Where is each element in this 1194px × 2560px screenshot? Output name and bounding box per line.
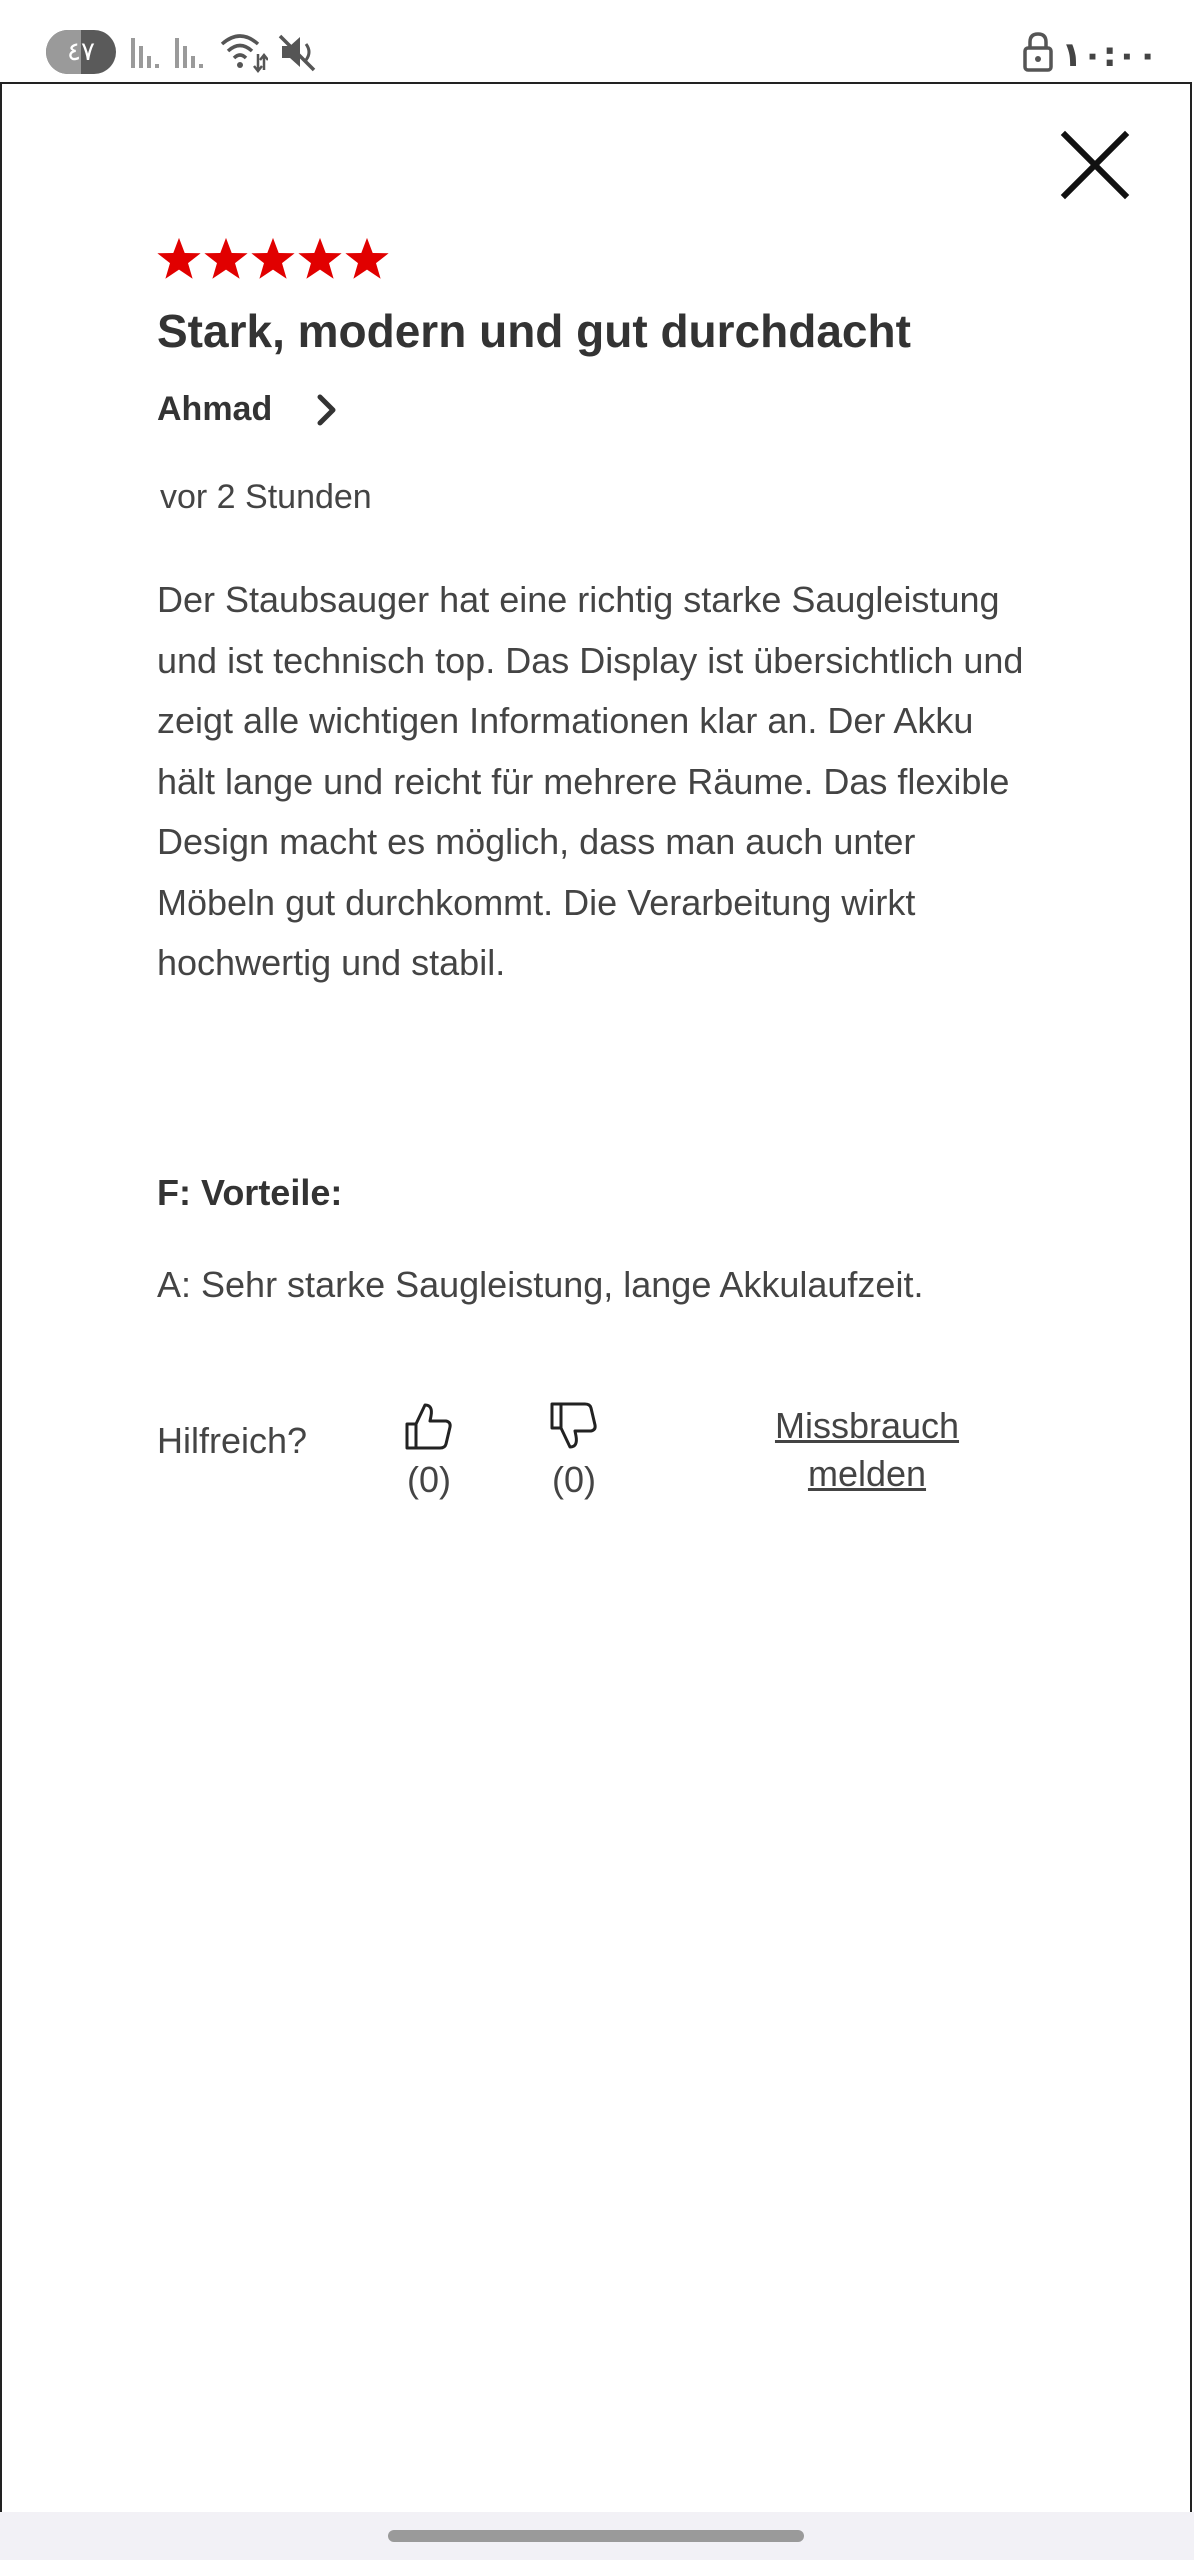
review-detail-sheet — [0, 82, 1192, 2512]
network-badge-text: ٤٧ — [67, 37, 95, 67]
report-abuse-line1: Missbrauch — [774, 1405, 960, 1446]
thumbs-up-icon — [403, 1400, 455, 1452]
downvote-button[interactable] — [534, 1400, 614, 1501]
report-abuse-line2: melden — [807, 1453, 927, 1494]
close-icon[interactable] — [1060, 130, 1130, 200]
star-icon — [297, 236, 343, 282]
status-time: ١٠:٠٠ — [1061, 35, 1158, 75]
review-answer: A: Sehr starke Saugleistung, lange Akkulaufzeit. — [157, 1264, 924, 1305]
review-body: Der Staubsauger hat eine richtig starke Saugleistung und ist technisch top. Das Display ist übersichtlich und zeigt alle wichtigen Informationen klar an. Der Akku hält lange und reicht für mehrere Räume. Das flexible Design macht es möglich, dass man auch unter Möbeln gut durchkommt. Die Verarbeitung wirkt hochwertig und stabil. — [157, 579, 1024, 983]
home-indicator[interactable] — [388, 2530, 804, 2542]
signal-icon — [128, 30, 164, 74]
network-badge — [46, 30, 116, 74]
star-rating — [156, 236, 390, 282]
helpful-label: Hilfreich? — [157, 1420, 308, 1461]
downvote-count: (0) — [552, 1459, 596, 1500]
author-name: Ahmad — [157, 390, 273, 428]
author-link[interactable] — [157, 390, 340, 429]
review-question: F: Vorteile: — [157, 1172, 343, 1213]
lock-icon — [1020, 30, 1056, 74]
upvote-count: (0) — [407, 1459, 451, 1500]
star-icon — [156, 236, 202, 282]
navigation-bar — [0, 2512, 1194, 2560]
upvote-button[interactable] — [389, 1400, 469, 1501]
mute-icon — [276, 30, 320, 74]
thumbs-down-icon — [548, 1400, 600, 1452]
signal-icon — [172, 30, 208, 74]
star-icon — [250, 236, 296, 282]
star-icon — [203, 236, 249, 282]
review-title: Stark, modern und gut durchdacht — [157, 305, 911, 357]
star-icon — [344, 236, 390, 282]
chevron-right-icon — [314, 392, 340, 428]
wifi-icon — [218, 30, 268, 74]
review-timestamp: vor 2 Stunden — [160, 478, 372, 516]
report-abuse-link[interactable] — [742, 1402, 992, 1498]
status-bar — [0, 0, 1194, 82]
